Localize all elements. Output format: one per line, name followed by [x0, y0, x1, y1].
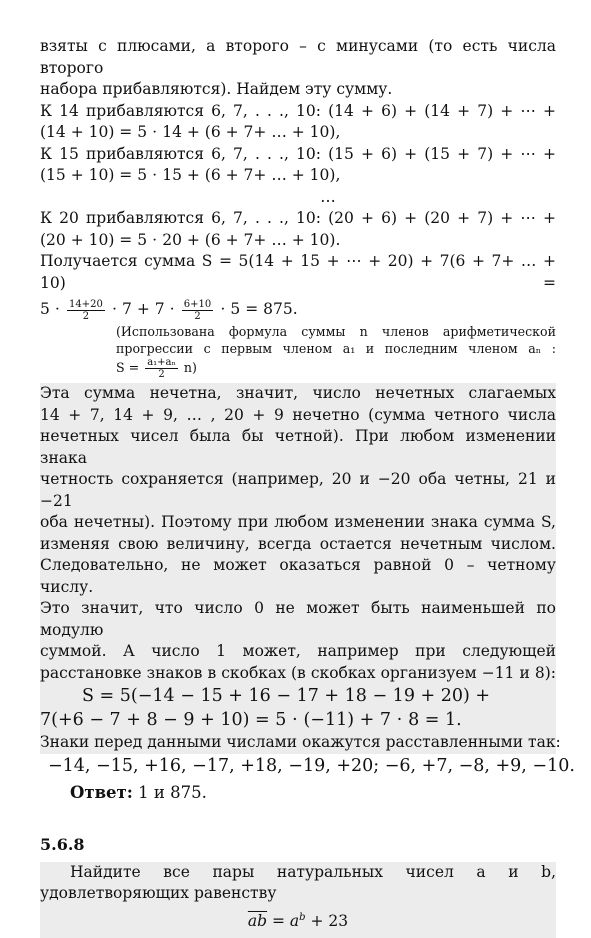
ellipsis-line: …: [40, 187, 556, 209]
formula-part: ⋅ 7 + 7 ⋅: [112, 300, 175, 318]
note-part: n): [184, 360, 197, 375]
problem-statement: [40, 862, 556, 938]
formula-line: 7(+6 − 7 + 8 − 9 + 10) = 5 ⋅ (−11) + 7 ⋅ 8 = 1.: [40, 708, 556, 732]
fraction-denominator: 2: [182, 311, 213, 322]
sum-formula-line: [40, 294, 556, 324]
text-line: К 20 прибавляются 6, 7, . . ., 10: (20 + 6) + (20 + 7) + ⋯ +: [40, 208, 556, 230]
equation-lhs: $\overline{ab}$: [248, 912, 267, 930]
text-line: (20 + 10) = 5 ⋅ 20 + (6 + 7+ … + 10).: [40, 230, 556, 252]
text-line: (15 + 10) = 5 ⋅ 15 + (6 + 7+ … + 10),: [40, 165, 556, 187]
text-line: Следовательно, не может оказаться равной 0 – четному числу.: [40, 555, 556, 598]
fraction-numerator: a₁+aₙ: [145, 357, 178, 369]
note-line: прогрессии с первым членом a₁ и последним членом aₙ :: [116, 341, 556, 358]
fraction: [182, 299, 213, 322]
text-line: нечетных чисел была бы четной). При любом изменении знака: [40, 426, 556, 469]
equation: $\overline{ab} = a^b + 23$: [40, 905, 556, 938]
formula-line: S = 5(−14 − 15 + 16 − 17 + 18 − 19 + 20) +: [40, 684, 556, 708]
text-line: (14 + 10) = 5 ⋅ 14 + (6 + 7+ … + 10),: [40, 122, 556, 144]
text-line: К 14 прибавляются 6, 7, . . ., 10: (14 + 6) + (14 + 7) + ⋯ +: [40, 101, 556, 123]
fraction-numerator: 14+20: [67, 299, 105, 311]
highlighted-paragraph: [40, 383, 556, 754]
text-line: взяты с плюсами, а второго – с минусами (то есть числа второго: [40, 36, 556, 79]
fraction-denominator: 2: [145, 369, 178, 380]
note-line: (Использована формула суммы n членов арифметической: [116, 324, 556, 341]
answer-line: [70, 778, 556, 808]
text-line: Знаки перед данными числами окажутся расставленными так:: [40, 732, 556, 754]
text-line: набора прибавляются). Найдем эту сумму.: [40, 79, 556, 101]
text-line: расстановке знаков в скобках (в скобках организуем −11 и 8):: [40, 663, 556, 685]
fraction: [67, 299, 105, 322]
text-line: Получается сумма S = 5(14 + 15 + ⋯ + 20) + 7(6 + 7+ … + 10) =: [40, 251, 556, 294]
document-page: [40, 36, 556, 938]
text-line: Эта сумма нечетна, значит, число нечетных слагаемых: [40, 383, 556, 405]
text-line: 14 + 7, 14 + 9, … , 20 + 9 нечетно (сумма четного числа: [40, 405, 556, 427]
text-line: оба нечетны). Поэтому при любом изменении знака сумма S,: [40, 512, 556, 534]
text-line: Найдите все пары натуральных чисел a и b,: [40, 862, 556, 884]
fraction-numerator: 6+10: [182, 299, 213, 311]
note-part: S =: [116, 360, 139, 375]
problem-number: 5.6.8: [40, 834, 556, 856]
text-line: Это значит, что число 0 не может быть наименьшей по модулю: [40, 598, 556, 641]
fraction: [145, 357, 178, 380]
text-line: четность сохраняется (например, 20 и −20 оба четны, 21 и −21: [40, 469, 556, 512]
answer-label: Ответ:: [70, 783, 133, 802]
signs-line: −14, −15, +16, −17, +18, −19, +20; −6, +7, −8, +9, −10.: [40, 754, 556, 778]
formula-note: [116, 324, 556, 380]
text-line: К 15 прибавляются 6, 7, . . ., 10: (15 + 6) + (15 + 7) + ⋯ +: [40, 144, 556, 166]
text-line: суммой. А число 1 может, например при следующей: [40, 641, 556, 663]
formula-part: 5 ⋅: [40, 300, 60, 318]
text-line: удовлетворяющих равенству: [40, 883, 556, 905]
formula-part: ⋅ 5 = 875.: [220, 300, 297, 318]
answer-value: 1 и 875.: [138, 783, 207, 802]
fraction-denominator: 2: [67, 311, 105, 322]
note-line: [116, 357, 556, 380]
text-line: изменяя свою величину, всегда остается нечетным числом.: [40, 534, 556, 556]
